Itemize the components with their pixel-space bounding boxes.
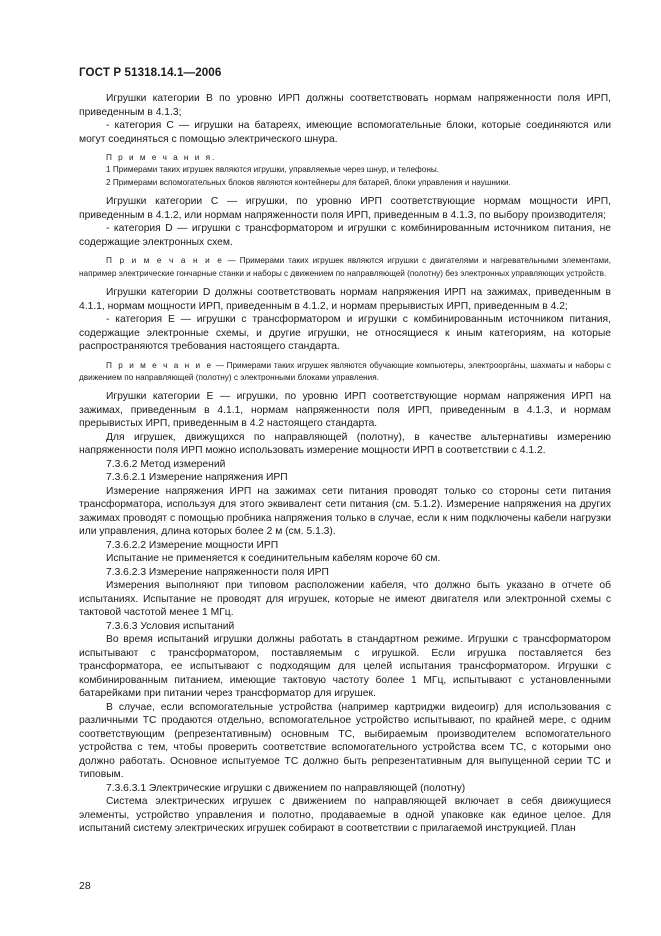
paragraph: Игрушки категории D должны соответствовать нормам напряжения ИРП на зажимах, приведенным в 4.1.1, нормам мощности ИРП, приведенным в 4.1.2, и нормам прерывистых ИРП, приведенным в 4.2; xyxy=(79,287,611,312)
page-number: 28 xyxy=(79,880,91,892)
note-text: — Примерами таких игрушек являются игрушки с двигателями и нагревательными элементами, например электрические гончарные станки и наборы с движением по направляющей (полотну) без электронных управляющих устройств. xyxy=(79,256,611,278)
section-heading: 7.3.6.2.1 Измерение напряжения ИРП xyxy=(106,472,288,484)
section-heading: 7.3.6.3.1 Электрические игрушки с движением по направляющей (полотну) xyxy=(106,782,466,794)
note-label: П р и м е ч а н и е xyxy=(106,256,224,266)
paragraph: Во время испытаний игрушки должны работать в стандартном режиме. Игрушки с трансформатором испытывают с трансформатором, поставляемым с игрушкой. Если игрушка поставляется без трансформатора, ее испытывают с подходящим для целей испытания трансформатором. Игрушки с комбинированным питанием, имеющие тактовую частоту более 1 МГц, испытывают с установленными батарейками при питании через трансформатор для игрушек. xyxy=(79,634,611,700)
paragraph: В случае, если вспомогательные устройства (например картриджи видеоигр) для использования с различными ТС продаются отдельно, вспомогательное устройство испытывают, по крайней мере, с одним соответствующим (репрезентативным) основным ТС, выбираемым производителем вспомогательного устройства с тем, чтобы проверить соответствие вспомогательного устройства всем ТС, с которыми оно должно работать. Основное испытуемое ТС должно быть репрезентативным для выпущенной серии ТС и типовым. xyxy=(79,701,611,781)
section-heading: 7.3.6.2.2 Измерение мощности ИРП xyxy=(106,539,279,551)
section-heading: 7.3.6.2.3 Измерение напряженности поля ИРП xyxy=(106,566,329,578)
paragraph: - категория Е — игрушки с трансформатором и игрушки с комбинированным источником питания, содержащие электронные схемы, и другие игрушки, не относящиеся к иным категориям, на которые распространяются требования настоящего стандарта. xyxy=(79,314,611,353)
paragraph: Измерение напряжения ИРП на зажимах сети питания проводят только со стороны сети питания трансформатора, используя для этого эквивалент сети питания (см. 5.1.2). Измерение напряжения на других зажимах проводят с помощью пробника напряжения только в случае, если к ним подключены кабели нагрузки или управления, длина которых более 2 м (см. 5.1.3). xyxy=(79,485,611,538)
paragraph: Игрушки категории С — игрушки, по уровню ИРП соответствующие нормам мощности ИРП, приведенным в 4.1.2, или нормам напряженности поля ИРП, приведенным в 4.1.3, по выбору производителя; xyxy=(79,196,611,221)
note xyxy=(79,255,611,280)
paragraph: Испытание не применяется к соединительным кабелям короче 60 см. xyxy=(106,553,441,565)
note-text: — Примерами таких игрушек являются обучающие компьютеры, электрооргáны, шахматы и наборы с движением по направляющей (полотну) с электронными блоками управления. xyxy=(79,360,611,382)
note-title: П р и м е ч а н и я. xyxy=(106,153,217,162)
paragraph: - категория D — игрушки с трансформатором и игрушки с комбинированным источником питания, не содержащие электронных схем. xyxy=(79,223,611,248)
standard-header: ГОСТ Р 51318.14.1—2006 xyxy=(79,66,222,79)
paragraph: Для игрушек, движущихся по направляющей (полотну), в качестве альтернативы измерению напряженности поля ИРП можно использовать измерение мощности ИРП в соответствии с 4.1.2. xyxy=(79,431,611,457)
paragraph: - категория С — игрушки на батареях, имеющие вспомогательные блоки, которые соединяются или могут соединяться с помощью электрического шнура. xyxy=(79,120,611,145)
note-item: 1 Примерами таких игрушек являются игрушки, управляемые через шнур, и телефоны. xyxy=(106,165,440,175)
paragraph: Игрушки категории В по уровню ИРП должны соответствовать нормам напряженности поля ИРП, приведенным в 4.1.3; xyxy=(79,93,611,118)
section-heading: 7.3.6.3 Условия испытаний xyxy=(106,620,235,632)
note-label: П р и м е ч а н и е xyxy=(106,360,213,370)
section-heading: 7.3.6.2 Метод измерений xyxy=(106,458,226,470)
paragraph: Игрушки категории Е — игрушки, по уровню ИРП соответствующие нормам напряжения ИРП на зажимах, приведенным в 4.1.1, нормам напряженности поля ИРП, приведенным в 4.1.3, и нормам прерывистых ИРП, приведенным в 4.2 настоящего стандарта. xyxy=(79,391,611,430)
document-body xyxy=(79,92,611,836)
paragraph: Измерения выполняют при типовом расположении кабеля, что должно быть указано в отчете об испытаниях. Испытание не проводят для игрушек, которые не имеют двигателя или электронной схемы с тактовой частотой менее 1 МГц. xyxy=(79,580,611,619)
note-item: 2 Примерами вспомогательных блоков являются контейнеры для батарей, блоки управления и наушники. xyxy=(106,177,511,187)
note xyxy=(79,360,611,385)
paragraph: Система электрических игрушек с движением по направляющей включает в себя движущиеся элементы, устройство управления и полотно, продаваемые в одной упаковке как единое целое. Для испытаний систему электрических игрушек собирают в соответствии с прилагаемой инструкцией. План xyxy=(79,796,611,835)
